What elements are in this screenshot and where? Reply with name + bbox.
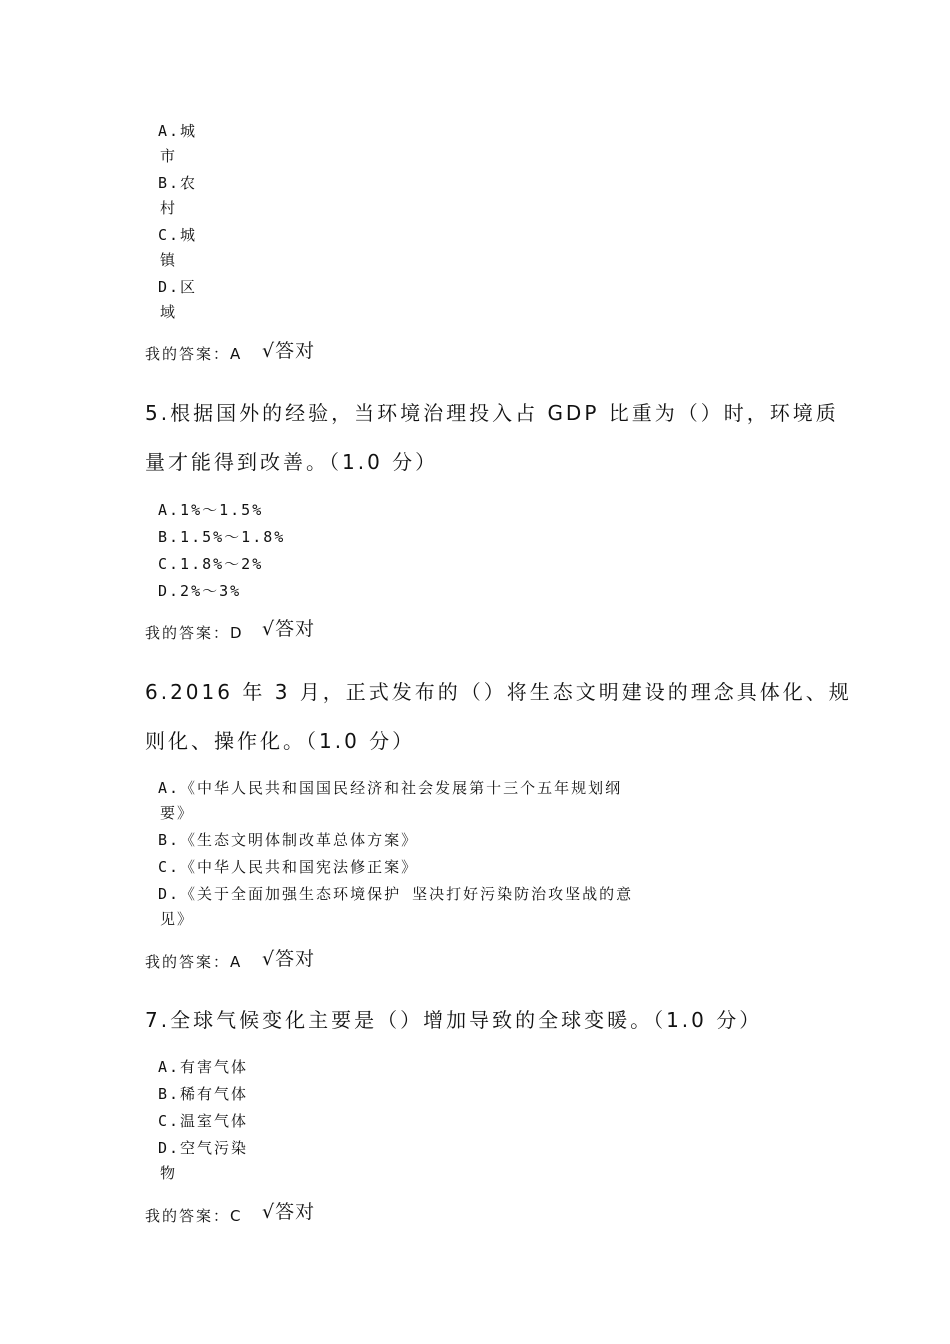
q7-my-answer-label: 我的答案：C (145, 1207, 243, 1225)
q5-option-d: D.2%～3% (158, 582, 242, 600)
my-answer-label: 我的答案：A (145, 345, 243, 363)
option-c-line1: C.城 (158, 226, 198, 244)
q6-option-d-line1: D.《关于全面加强生态环境保护 坚决打好污染防治攻坚战的意 (158, 885, 634, 903)
question-6-text-line1: 6.2016 年 3 月，正式发布的（）将生态文明建设的理念具体化、规 (145, 680, 852, 704)
q6-my-answer-label: 我的答案：A (145, 953, 243, 971)
q7-option-c: C.温室气体 (158, 1112, 249, 1130)
option-d-line1: D.区 (158, 278, 198, 296)
q5-answer-result: √答对 (262, 618, 316, 640)
option-c-line2: 镇 (160, 251, 178, 269)
option-a-line1: A.城 (158, 122, 198, 140)
q7-option-a: A.有害气体 (158, 1058, 249, 1076)
question-6-text-line2: 则化、操作化。（1.0 分） (145, 729, 416, 753)
q5-option-a: A.1%～1.5% (158, 501, 264, 519)
answer-result: √答对 (262, 340, 316, 362)
q5-my-answer-label: 我的答案：D (145, 624, 244, 642)
q6-option-a-line2: 要》 (160, 804, 195, 822)
q6-option-d-line2: 见》 (160, 910, 195, 928)
q7-option-d-line2: 物 (160, 1164, 178, 1182)
question-5-text-line1: 5.根据国外的经验，当环境治理投入占 GDP 比重为（）时，环境质 (145, 401, 839, 425)
q6-option-a-line1: A.《中华人民共和国国民经济和社会发展第十三个五年规划纲 (158, 779, 623, 797)
option-a-line2: 市 (160, 147, 178, 165)
q7-option-b: B.稀有气体 (158, 1085, 249, 1103)
option-b-line1: B.农 (158, 174, 198, 192)
q6-option-b: B.《生态文明体制改革总体方案》 (158, 831, 419, 849)
q7-option-d-line1: D.空气污染 (158, 1139, 249, 1157)
question-7-text: 7.全球气候变化主要是（）增加导致的全球变暖。（1.0 分） (145, 1008, 763, 1032)
q6-option-c: C.《中华人民共和国宪法修正案》 (158, 858, 419, 876)
question-5-text-line2: 量才能得到改善。（1.0 分） (145, 450, 439, 474)
q6-answer-result: √答对 (262, 948, 316, 970)
q7-answer-result: √答对 (262, 1201, 316, 1223)
option-b-line2: 村 (160, 199, 178, 217)
q5-option-b: B.1.5%～1.8% (158, 528, 286, 546)
option-d-line2: 域 (160, 303, 178, 321)
q5-option-c: C.1.8%～2% (158, 555, 264, 573)
